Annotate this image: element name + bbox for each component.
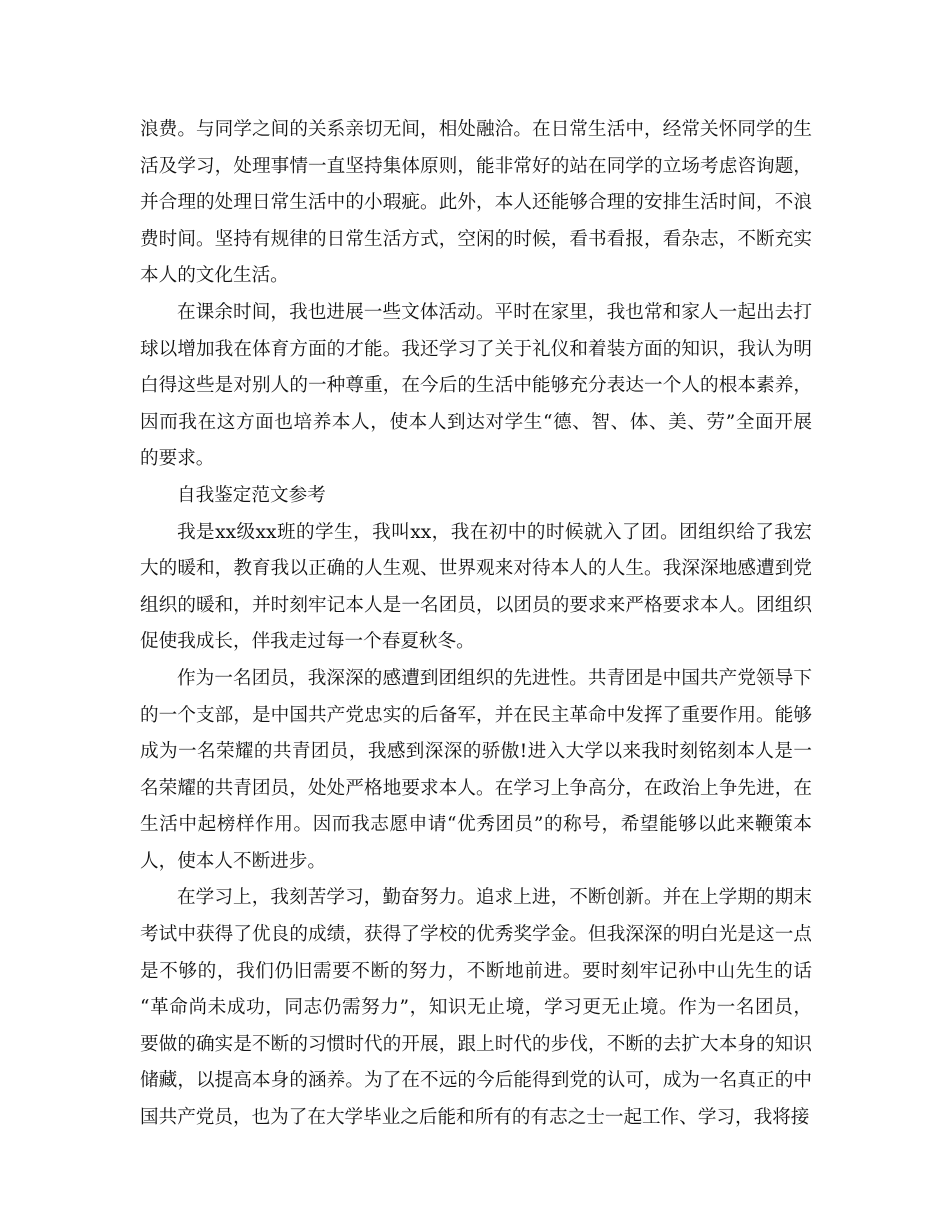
- paragraph-line: 的要求。: [140, 448, 215, 470]
- paragraph-line: 浪费。与同学之间的关系亲切无间，相处融洽。在日常生活中，经常关怀同学的生: [140, 119, 812, 140]
- document-body: [140, 112, 812, 1137]
- paragraph-line: 名荣耀的共青团员，处处严格地要求本人。在学习上争高分，在政治上争先进，在: [140, 777, 812, 799]
- paragraph-line: 考试中获得了优良的成绩，获得了学校的优秀奖学金。但我深深的明白光是这一点: [140, 924, 812, 946]
- paragraph-line: 白得这些是对别人的一种尊重，在今后的生活中能够充分表达一个人的根本素养，: [140, 375, 812, 397]
- paragraph-line: 费时间。坚持有规律的日常生活方式，空闲的时候，看书看报，看杂志，不断充实: [140, 228, 812, 250]
- paragraph-line: 在课余时间，我也进展一些文体活动。平时在家里，我也常和家人一起出去打: [177, 301, 812, 323]
- paragraph-line: 要做的确实是不断的习惯时代的开展，跟上时代的步伐，不断的去扩大本身的知识: [140, 1033, 812, 1055]
- paragraph-line: 组织的暖和，并时刻牢记本人是一名团员，以团员的要求来严格要求本人。团组织: [140, 594, 812, 616]
- paragraph-line: 的一个支部，是中国共产党忠实的后备军，并在民主革命中发挥了重要作用。能够: [140, 704, 812, 726]
- paragraph-line: “革命尚未成功，同志仍需努力”，知识无止境，学习更无止境。作为一名团员，: [140, 997, 812, 1019]
- paragraph-line: 因而我在这方面也培养本人，使本人到达对学生“德、智、体、美、劳”全面开展: [140, 411, 812, 433]
- paragraph-line: 本人的文化生活。: [140, 265, 289, 287]
- paragraph-line: 生活中起榜样作用。因而我志愿申请“优秀团员”的称号，希望能够以此来鞭策本: [140, 814, 812, 836]
- paragraph-line: 促使我成长，伴我走过每一个春夏秋冬。: [140, 631, 475, 653]
- paragraph-line: 国共产党员，也为了在大学毕业之后能和所有的有志之士一起工作、学习，我将接: [140, 1107, 810, 1129]
- paragraph-line: 是不够的，我们仍旧需要不断的努力，不断地前进。要时刻牢记孙中山先生的话: [140, 960, 812, 982]
- section-heading: 自我鉴定范文参考: [177, 484, 326, 506]
- paragraph-line: 大的暖和，教育我以正确的人生观、世界观来对待本人的人生。我深深地感遭到党: [140, 558, 812, 580]
- paragraph-line: 储藏，以提高本身的涵养。为了在不远的今后能得到党的认可，成为一名真正的中: [140, 1070, 812, 1092]
- paragraph-line: 在学习上，我刻苦学习，勤奋努力。追求上进，不断创新。并在上学期的期末: [177, 887, 812, 909]
- paragraph-line: 成为一名荣耀的共青团员，我感到深深的骄傲!进入大学以来我时刻铭刻本人是一: [140, 741, 812, 763]
- paragraph-line: 活及学习，处理事情一直坚持集体原则，能非常好的站在同学的立场考虑咨询题，: [140, 155, 812, 177]
- paragraph-line: 人，使本人不断进步。: [140, 850, 326, 872]
- paragraph-line: 我是xx级xx班的学生，我叫xx，我在初中的时候就入了团。团组织给了我宏: [177, 521, 812, 543]
- paragraph-line: 球以增加我在体育方面的才能。我还学习了关于礼仪和着装方面的知识，我认为明: [140, 338, 812, 360]
- paragraph-line: 作为一名团员，我深深的感遭到团组织的先进性。共青团是中国共产党领导下: [177, 667, 812, 689]
- paragraph-line: 并合理的处理日常生活中的小瑕疵。此外，本人还能够合理的安排生活时间，不浪: [140, 192, 812, 214]
